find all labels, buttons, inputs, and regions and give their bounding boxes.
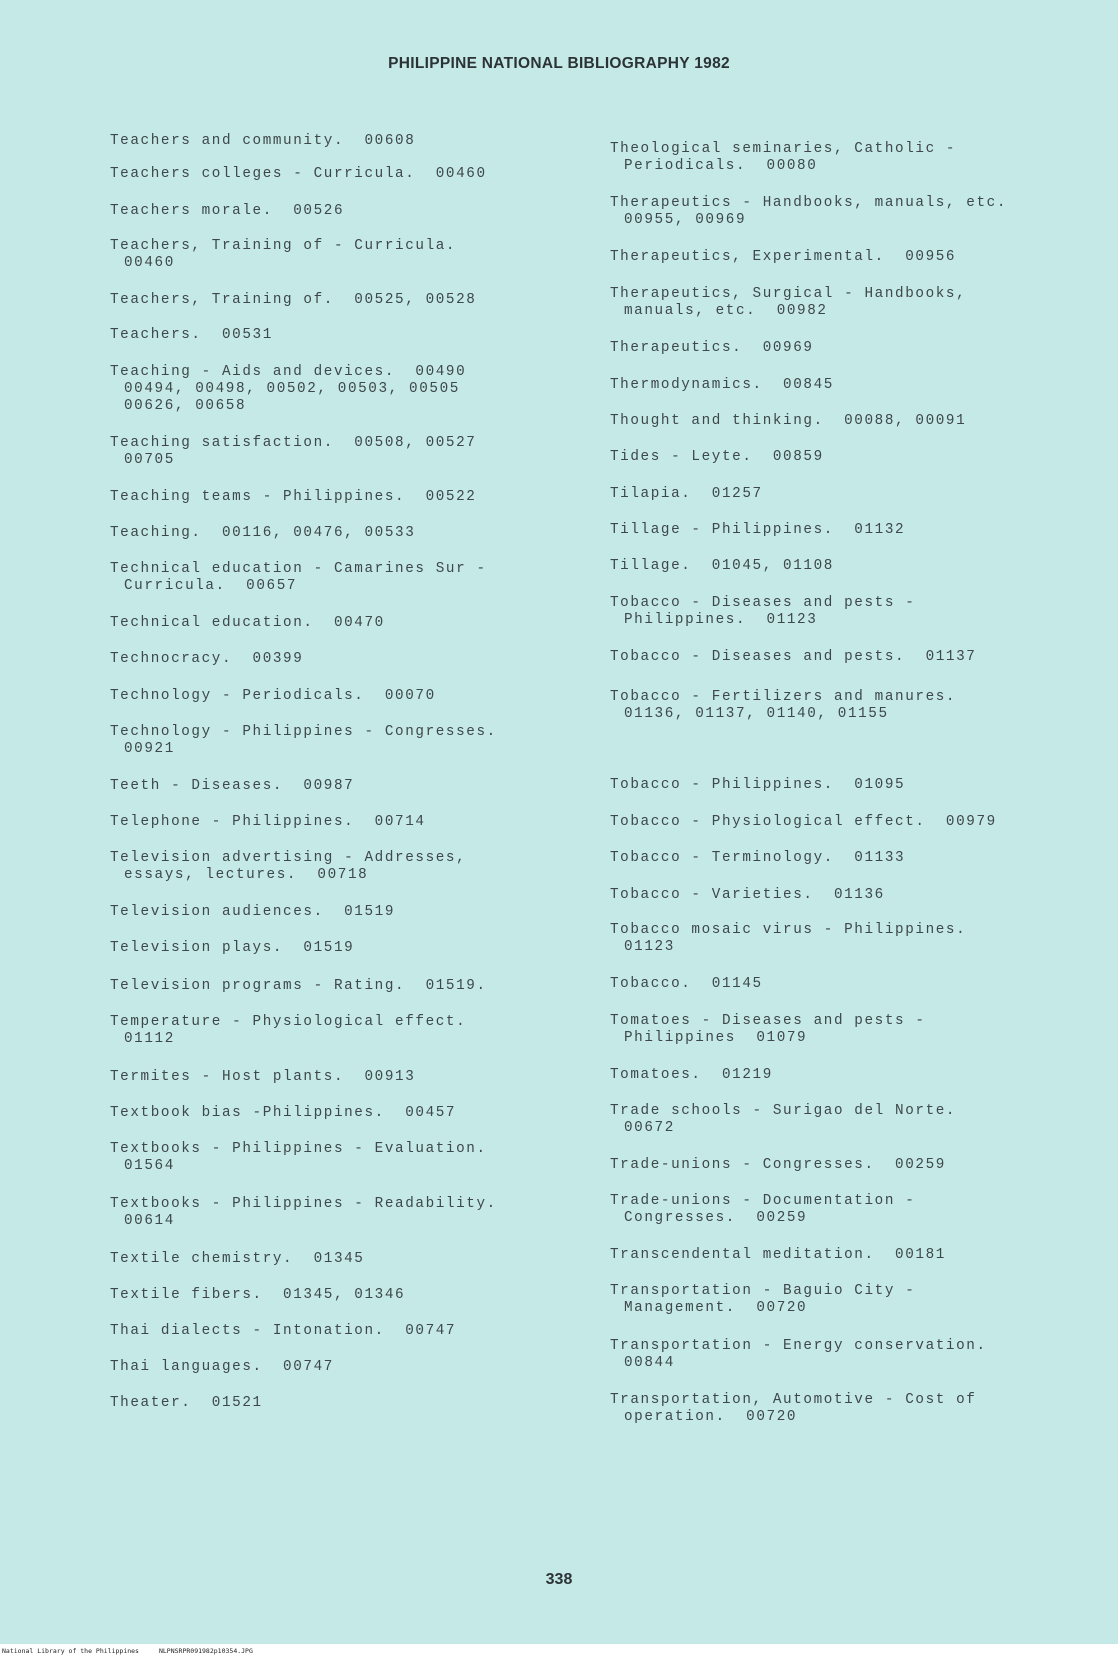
index-entry: Teachers morale. 00526 [110,203,345,219]
scan-caption-strip [0,1644,1118,1658]
index-entry: Therapeutics - Handbooks, manuals, etc. 00955, 00969 [610,195,1008,228]
index-entry: Teachers and community. 00608 [110,133,416,149]
index-entry: Teeth - Diseases. 00987 [110,778,355,794]
index-entry: Technical education. 00470 [110,615,385,631]
index-entry: Temperature - Physiological effect. 01112 [110,1014,467,1047]
index-entry: Teaching. 00116, 00476, 00533 [110,525,416,541]
index-entry: Therapeutics, Experimental. 00956 [610,249,957,265]
index-entry: Tobacco - Fertilizers and manures. 01136, 01137, 01140, 01155 [610,689,957,722]
index-entry: Tobacco - Physiological effect. 00979 [610,814,997,830]
index-entry: Trade-unions - Congresses. 00259 [610,1157,946,1173]
index-entry: Transportation, Automotive - Cost of operation. 00720 [610,1392,977,1425]
index-entry: Trade-unions - Documentation - Congresses. 00259 [610,1193,916,1226]
index-entry: Transcendental meditation. 00181 [610,1247,946,1263]
page-number: 338 [545,1571,573,1588]
index-entry: Teachers, Training of - Curricula. 00460 [110,238,457,271]
index-entry: Teaching - Aids and devices. 00490 00494, 00498, 00502, 00503, 00505 00626, 00658 [110,364,467,414]
index-entry: Theological seminaries, Catholic - Periodicals. 00080 [610,141,957,174]
index-entry: Thermodynamics. 00845 [610,377,834,393]
index-entry: Television plays. 01519 [110,940,355,956]
index-entry: Teachers. 00531 [110,327,273,343]
index-entry: Therapeutics, Surgical - Handbooks, manuals, etc. 00982 [610,286,967,319]
index-entry: Technical education - Camarines Sur - Curricula. 00657 [110,561,487,594]
index-entry: Tobacco. 01145 [610,976,763,992]
index-entry: Tilapia. 01257 [610,486,763,502]
index-entry: Textbooks - Philippines - Evaluation. 01564 [110,1141,487,1174]
index-entry: Teaching satisfaction. 00508, 00527 00705 [110,435,477,468]
index-entry: Tobacco - Varieties. 01136 [610,887,885,903]
index-entry: Television audiences. 01519 [110,904,396,920]
index-entry: Technology - Philippines - Congresses. 00921 [110,724,497,757]
index-entry: Textile chemistry. 01345 [110,1251,365,1267]
index-entry: Television programs - Rating. 01519. [110,978,487,994]
index-entry: Technology - Periodicals. 00070 [110,688,436,704]
scan-institution: National Library of the Philippines [2,1647,139,1655]
index-entry: Tomatoes. 01219 [610,1067,773,1083]
index-entry: Tides - Leyte. 00859 [610,449,824,465]
index-entry: Tobacco - Philippines. 01095 [610,777,906,793]
index-entry: Tobacco mosaic virus - Philippines. 01123 [610,922,967,955]
index-entry: Tillage - Philippines. 01132 [610,522,906,538]
index-entry: Tillage. 01045, 01108 [610,558,834,574]
page-title: PHILIPPINE NATIONAL BIBLIOGRAPHY 1982 [388,55,730,72]
index-entry: Thought and thinking. 00088, 00091 [610,413,967,429]
index-entry: Tomatoes - Diseases and pests - Philippines 01079 [610,1013,926,1046]
index-entry: Teaching teams - Philippines. 00522 [110,489,477,505]
index-entry: Teachers colleges - Curricula. 00460 [110,166,487,182]
index-entry: Theater. 01521 [110,1395,263,1411]
index-entry: Teachers, Training of. 00525, 00528 [110,292,477,308]
index-entry: Transportation - Energy conservation. 00844 [610,1338,987,1371]
index-entry: Telephone - Philippines. 00714 [110,814,426,830]
index-entry: Thai dialects - Intonation. 00747 [110,1323,457,1339]
index-entry: Tobacco - Diseases and pests. 01137 [610,649,977,665]
index-entry: Technocracy. 00399 [110,651,304,667]
index-entry: Termites - Host plants. 00913 [110,1069,416,1085]
index-entry: Therapeutics. 00969 [610,340,814,356]
index-entry: Textbook bias -Philippines. 00457 [110,1105,457,1121]
index-entry: Transportation - Baguio City - Management. 00720 [610,1283,916,1316]
index-entry: Thai languages. 00747 [110,1359,334,1375]
index-entry: Trade schools - Surigao del Norte. 00672 [610,1103,957,1136]
index-entry: Textbooks - Philippines - Readability. 00614 [110,1196,497,1229]
index-entry: Tobacco - Terminology. 01133 [610,850,906,866]
index-entry: Television advertising - Addresses, essays, lectures. 00718 [110,850,467,883]
index-entry: Tobacco - Diseases and pests - Philippines. 01123 [610,595,916,628]
index-entry: Textile fibers. 01345, 01346 [110,1287,406,1303]
scan-filename: NLPNSRPR091982p10354.JPG [158,1647,253,1655]
